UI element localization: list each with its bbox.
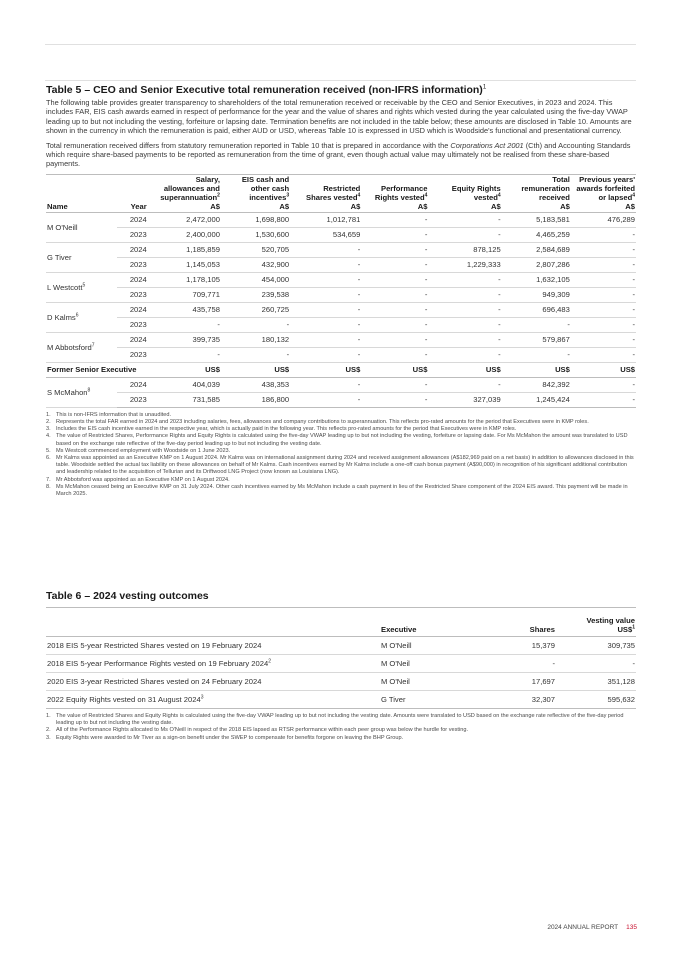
eis-cell: - <box>221 347 290 362</box>
former-executive-row <box>46 362 636 377</box>
col-restricted-header: Restricted Shares vested$^4$ A$ <box>290 174 361 212</box>
executive-cell: G Tiver <box>380 691 470 709</box>
salary-cell: 399,735 <box>148 332 221 347</box>
col-vesting-header: Vesting value US\$$^1$ <box>556 608 636 637</box>
report-name: 2024 ANNUAL REPORT <box>547 924 619 931</box>
total-cell: 579,867 <box>502 332 571 347</box>
shares-cell: 15,379 <box>470 637 556 655</box>
eis-cell: 260,725 <box>221 302 290 317</box>
table5-section <box>46 84 636 498</box>
year-cell: 2024 <box>117 272 148 287</box>
salary-cell: 2,472,000 <box>148 212 221 227</box>
table-row <box>46 691 636 709</box>
restricted-cell: - <box>290 377 361 392</box>
previous-cell: - <box>571 272 636 287</box>
footnote: 2. All of the Performance Rights allocated to Ms O'Neill in respect of the 2018 EIS lapsed as RTSR performance within each peer group was below the hurdle for vesting. <box>46 727 469 734</box>
remuneration-table <box>46 174 636 408</box>
executive-cell: M O'Neil <box>380 655 470 673</box>
person-name: M Abbotsford$^7$ <box>46 332 117 362</box>
eis-cell: 186,800 <box>221 392 290 407</box>
equity-cell: - <box>428 332 501 347</box>
restricted-cell: - <box>290 302 361 317</box>
currency-cell: US$ <box>502 362 571 377</box>
restricted-cell: - <box>290 242 361 257</box>
col-performance-header: Performance Rights vested$^4$ A$ <box>361 174 428 212</box>
footnote: 8. Ms McMahon ceased being an Executive KMP on 31 July 2024. Other cash incentives earned by Ms McMahon include a cash payment in lieu of the Restricted Share component of the 2024 EIS award. This payment will be made in March 2025. <box>46 483 628 498</box>
total-cell: 4,465,259 <box>502 227 571 242</box>
value-cell: 595,632 <box>556 691 636 709</box>
eis-cell: 432,900 <box>221 257 290 272</box>
table-row <box>46 637 636 655</box>
year-cell: 2024 <box>117 242 148 257</box>
person-name: L Westcott$^5$ <box>46 272 117 302</box>
salary-cell: 2,400,000 <box>148 227 221 242</box>
table6-section <box>46 590 636 742</box>
table-row <box>46 212 636 227</box>
performance-cell: - <box>361 317 428 332</box>
salary-cell: - <box>148 317 221 332</box>
table-row <box>46 673 636 691</box>
restricted-cell: - <box>290 332 361 347</box>
footnote: 2. Represents the total FAR earned in 2024 and 2023 including salaries, fees, allowances and company contributions to superannuation. This reflects pro-rated amounts for the period that Executives were in KMP roles. <box>46 419 589 426</box>
executive-cell: M O'Neil <box>380 673 470 691</box>
table6-header-row <box>46 608 636 637</box>
table-row <box>46 242 636 257</box>
plan-cell: 2018 EIS 5-year Performance Rights vested on 19 February 2024$^2$ <box>46 655 380 673</box>
performance-cell: - <box>361 242 428 257</box>
value-cell: 351,128 <box>556 673 636 691</box>
previous-cell: - <box>571 302 636 317</box>
salary-cell: 435,758 <box>148 302 221 317</box>
table-row <box>46 317 636 332</box>
restricted-cell: - <box>290 347 361 362</box>
total-cell: 1,632,105 <box>502 272 571 287</box>
year-cell: 2024 <box>117 377 148 392</box>
restricted-cell: - <box>290 257 361 272</box>
currency-cell: US$ <box>148 362 221 377</box>
executive-cell: M O'Neill <box>380 637 470 655</box>
table-row <box>46 227 636 242</box>
top-rule <box>45 44 636 45</box>
col-equity-header: Equity Rights vested$^4$ A$ <box>428 174 501 212</box>
currency-cell: US$ <box>571 362 636 377</box>
salary-cell: 404,039 <box>148 377 221 392</box>
table5-intro: The following table provides greater transparency to shareholders of the total remuneration received or receivable by the CEO and Senior Executives, in 2023 and 2024. This includes FAR, EIS cash awards earned in respect of performance for the year and the value of shares and rights which vested during the year calculated using the five-day VWAP leading up to but not including the vesting, forfeiture or lapsing date. Termination benefits are not included in the table below; these amounts are disclosed in Table 10. Amounts are shown in the currency in which the remuneration is paid, either AUD or USD, whereas Table 10 is expressed in USD which is Woodside's functional and presentational currency. <box>46 98 632 136</box>
performance-cell: - <box>361 377 428 392</box>
table5-header-row <box>46 174 636 212</box>
shares-cell: 17,697 <box>470 673 556 691</box>
footnote: 1. The value of Restricted Shares and Equity Rights is calculated using the five-day VWAP leading up to but not including the vesting date. Amounts were translated to USD based on the exchange rate reflective of the five-day period leading up to but not including the vesting date. <box>46 713 624 727</box>
salary-cell: 731,585 <box>148 392 221 407</box>
col-year-header: Year <box>117 174 148 212</box>
restricted-cell: - <box>290 272 361 287</box>
table-row <box>46 347 636 362</box>
total-cell: 2,807,286 <box>502 257 571 272</box>
eis-cell: 438,353 <box>221 377 290 392</box>
equity-cell: - <box>428 212 501 227</box>
salary-cell: 1,145,053 <box>148 257 221 272</box>
restricted-cell: - <box>290 287 361 302</box>
previous-cell: - <box>571 227 636 242</box>
total-cell: 842,392 <box>502 377 571 392</box>
table5-intro-2: Total remuneration received differs from statutory remuneration reported in Table 10 that is prepared in accordance with the Corporations Act 2001 (Cth) and Accounting Standards which require share-based payments to be reported as remuneration from the time of grant, even though actual value may ultimately not be realised from these share-based payments. <box>46 140 631 169</box>
salary-cell: - <box>148 347 221 362</box>
performance-cell: - <box>361 347 428 362</box>
performance-cell: - <box>361 257 428 272</box>
former-executive-label: Former Senior Executive <box>46 362 148 377</box>
currency-cell: US$ <box>290 362 361 377</box>
plan-cell: 2022 Equity Rights vested on 31 August 2024$^3$ <box>46 691 380 709</box>
previous-cell: - <box>571 317 636 332</box>
year-cell: 2024 <box>117 302 148 317</box>
equity-cell: 878,125 <box>428 242 501 257</box>
shares-cell: - <box>470 655 556 673</box>
person-name: S McMahon$^8$ <box>46 377 117 407</box>
equity-cell: - <box>428 272 501 287</box>
plan-cell: 2020 EIS 3-year Restricted Shares vested on 24 February 2024 <box>46 673 380 691</box>
eis-cell: 239,538 <box>221 287 290 302</box>
year-cell: 2023 <box>117 257 148 272</box>
table-row <box>46 392 636 407</box>
table-row <box>46 655 636 673</box>
equity-cell: - <box>428 227 501 242</box>
plan-cell: 2018 EIS 5-year Restricted Shares vested on 19 February 2024 <box>46 637 380 655</box>
footnote: 3. Equity Rights were awarded to Mr Tiver as a sign-on benefit under the SWEP to compensate for benefits forgone on leaving the BHP Group. <box>46 734 404 741</box>
previous-cell: - <box>571 392 636 407</box>
total-cell: 2,584,689 <box>502 242 571 257</box>
total-cell: 949,309 <box>502 287 571 302</box>
year-cell: 2023 <box>117 227 148 242</box>
table-row <box>46 332 636 347</box>
salary-cell: 709,771 <box>148 287 221 302</box>
page-footer <box>547 924 637 931</box>
col-eis-header: EIS cash and other cash incentives$^3$ A$ <box>221 174 290 212</box>
restricted-cell: - <box>290 317 361 332</box>
previous-cell: - <box>571 377 636 392</box>
eis-cell: - <box>221 317 290 332</box>
performance-cell: - <box>361 227 428 242</box>
total-cell: 696,483 <box>502 302 571 317</box>
section-rule <box>45 80 636 81</box>
footnote: 4. The value of Restricted Shares, Performance Rights and Equity Rights is calculated using the five-day VWAP leading up to but not including the vesting, forfeiture or lapsing date. For Ms McMahon the amount was translated to USD based on the exchange rate reflective of the five-day period leading up to but not including the vesting date. <box>46 433 628 447</box>
year-cell: 2024 <box>117 332 148 347</box>
performance-cell: - <box>361 392 428 407</box>
footnote: 5. Ms Westcott commenced employment with Woodside on 1 June 2023. <box>46 447 231 454</box>
equity-cell: - <box>428 287 501 302</box>
person-name: D Kalms$^6$ <box>46 302 117 332</box>
col-salary-header: Salary, allowances and superannuation$^2$ A$ <box>148 174 221 212</box>
previous-cell: - <box>571 287 636 302</box>
equity-cell: - <box>428 347 501 362</box>
previous-cell: - <box>571 257 636 272</box>
restricted-cell: 534,659 <box>290 227 361 242</box>
col-shares-header: Shares <box>470 608 556 637</box>
eis-cell: 520,705 <box>221 242 290 257</box>
year-cell: 2024 <box>117 212 148 227</box>
shares-cell: 32,307 <box>470 691 556 709</box>
performance-cell: - <box>361 287 428 302</box>
eis-cell: 1,530,600 <box>221 227 290 242</box>
value-cell: 309,735 <box>556 637 636 655</box>
footnote: 1. This is non-IFRS information that is unaudited. <box>46 411 172 418</box>
col-total-header: Total remuneration received A$ <box>502 174 571 212</box>
col-previous-header: Previous years' awards forfeited or lapsed$^4$ A$ <box>571 174 636 212</box>
currency-cell: US$ <box>361 362 428 377</box>
eis-cell: 454,000 <box>221 272 290 287</box>
col-executive-header: Executive <box>380 608 470 637</box>
total-cell: 1,245,424 <box>502 392 571 407</box>
page-number: 135 <box>626 924 637 931</box>
performance-cell: - <box>361 332 428 347</box>
vesting-table <box>46 607 636 709</box>
person-name: M O'Neill <box>46 212 117 242</box>
currency-cell: US$ <box>221 362 290 377</box>
table-row <box>46 257 636 272</box>
restricted-cell: 1,012,781 <box>290 212 361 227</box>
previous-cell: - <box>571 347 636 362</box>
total-cell: - <box>502 347 571 362</box>
year-cell: 2023 <box>117 392 148 407</box>
col-plan-header <box>46 608 380 637</box>
col-name-header: Name <box>46 174 117 212</box>
eis-cell: 1,698,800 <box>221 212 290 227</box>
eis-cell: 180,132 <box>221 332 290 347</box>
table-row <box>46 377 636 392</box>
equity-cell: 327,039 <box>428 392 501 407</box>
previous-cell: - <box>571 332 636 347</box>
performance-cell: - <box>361 212 428 227</box>
table6-title: Table 6 – 2024 vesting outcomes <box>46 590 209 602</box>
equity-cell: 1,229,333 <box>428 257 501 272</box>
table5-footnotes <box>46 412 636 498</box>
table6-footnotes <box>46 713 636 742</box>
performance-cell: - <box>361 302 428 317</box>
footnote: 6. Mr Kalms was appointed as an Executive KMP on 1 August 2024. Mr Kalms was on international assignment during 2024 and received assignment allowances (A$182,969 paid on a net basis) in addition to allowances disclosed in this table. Woodside settled the actual tax liability on these allowances on behalf of Mr Kalms. Cash incentives earned by Mr Kalms include a one-off cash bonus payment (A$90,000) in recognition of his significant additional contribution and leadership related to the acquisition of Tellurian and its Driftwood LNG Project (now known as Louisiana LNG). <box>46 455 634 476</box>
table-row <box>46 272 636 287</box>
table5-title: Table 5 – CEO and Senior Executive total remuneration received (non-IFRS information)$^1$ <box>46 84 487 96</box>
performance-cell: - <box>361 272 428 287</box>
currency-cell: US$ <box>428 362 501 377</box>
total-cell: 5,183,581 <box>502 212 571 227</box>
salary-cell: 1,185,859 <box>148 242 221 257</box>
table-row <box>46 302 636 317</box>
equity-cell: - <box>428 302 501 317</box>
value-cell: - <box>556 655 636 673</box>
salary-cell: 1,178,105 <box>148 272 221 287</box>
person-name: G Tiver <box>46 242 117 272</box>
previous-cell: - <box>571 242 636 257</box>
footnote: 3. Includes the EIS cash incentive earned in the respective year, which is actually paid in the following year. This reflects pro-rated amounts for the period that Executives were in KMP roles. <box>46 426 517 433</box>
year-cell: 2023 <box>117 317 148 332</box>
equity-cell: - <box>428 317 501 332</box>
total-cell: - <box>502 317 571 332</box>
restricted-cell: - <box>290 392 361 407</box>
year-cell: 2023 <box>117 347 148 362</box>
year-cell: 2023 <box>117 287 148 302</box>
equity-cell: - <box>428 377 501 392</box>
previous-cell: 476,289 <box>571 212 636 227</box>
table-row <box>46 287 636 302</box>
footnote: 7. Mr Abbotsford was appointed as an Executive KMP on 1 August 2024. <box>46 476 230 483</box>
